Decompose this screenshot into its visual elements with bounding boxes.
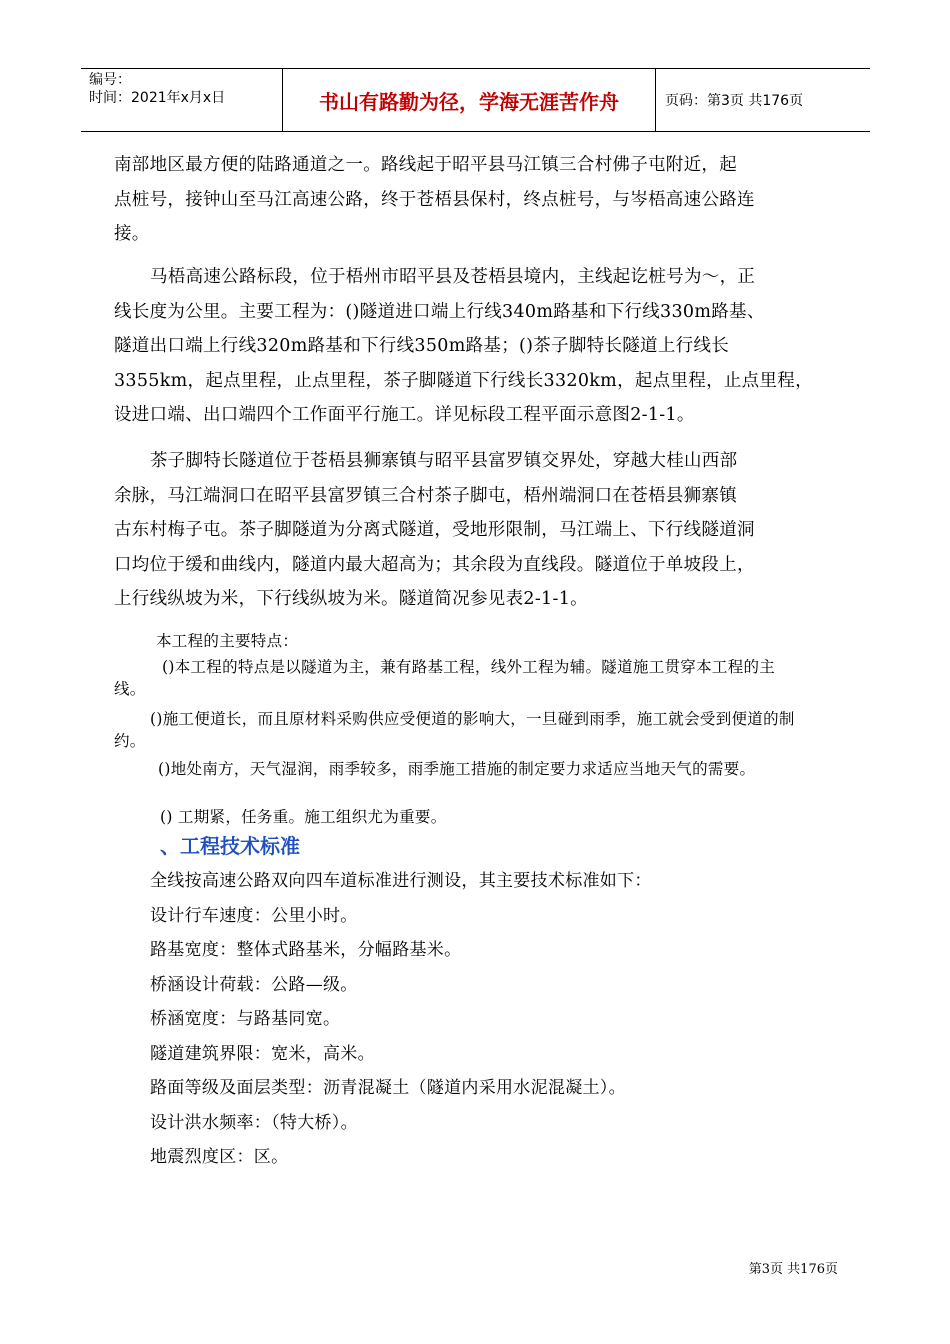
text-line: 余脉，马江端洞口在昭平县富罗镇三合村茶子脚屯，梧州端洞口在苍梧县狮寨镇 xyxy=(114,485,737,506)
header-page-info: 页码：第3页 共176页 xyxy=(665,93,804,109)
standard-item: 地震烈度区：区。 xyxy=(150,1147,289,1167)
standard-item: 设计洪水频率：（特大桥）。 xyxy=(150,1112,358,1133)
features-title: 本工程的主要特点： xyxy=(156,632,299,650)
header-divider xyxy=(655,69,656,131)
standard-item: 设计行车速度：公里小时。 xyxy=(150,905,358,926)
text-line: 隧道出口端上行线320m路基和下行线350m路基；()茶子脚特长隧道上行线长 xyxy=(114,336,730,356)
text-line: 南部地区最方便的陆路通道之一。路线起于昭平县马江镇三合村佛子屯附近，起 xyxy=(114,155,737,175)
feature-item-1 xyxy=(114,656,804,700)
feature-item-4: () 工期紧，任务重。施工组织尤为重要。 xyxy=(160,808,447,826)
header-motto: 书山有路勤为径，学海无涯苦作舟 xyxy=(319,89,619,114)
text-line: 上行线纵坡为米，下行线纵坡为米。隧道简况参见表2-1-1。 xyxy=(114,589,588,609)
standards-list xyxy=(150,864,652,1175)
text-line: 接。 xyxy=(114,224,150,244)
standard-item: 全线按高速公路双向四车道标准进行测设，其主要技术标准如下： xyxy=(150,871,652,891)
standard-item: 隧道建筑界限：宽米，高米。 xyxy=(150,1043,375,1064)
text-line: 点桩号，接钟山至马江高速公路，终于苍梧县保村，终点桩号，与岑梧高速公路连 xyxy=(114,189,755,210)
feature-text: ()本工程的特点是以隧道为主，兼有路基工程，线外工程为辅。隧道施工贯穿本工程的主线。 xyxy=(114,658,776,698)
feature-text: ()施工便道长，而且原材料采购供应受便道的影响大，一旦碰到雨季，施工就会受到便道的制约。 xyxy=(114,710,795,750)
text-line: 线长度为公里。主要工程为：()隧道进口端上行线340m路基和下行线330m路基、 xyxy=(114,301,765,322)
paragraph-2 xyxy=(114,260,842,433)
date-label: 时间：2021年x月x日 xyxy=(89,90,226,106)
section-heading: 、工程技术标准 xyxy=(160,834,300,858)
page-footer: 第3页 共176页 xyxy=(748,1262,838,1277)
standard-item: 路面等级及面层类型：沥青混凝土（隧道内采用水泥混凝土）。 xyxy=(150,1078,626,1098)
page-header xyxy=(81,68,870,132)
paragraph-3 xyxy=(114,444,842,617)
feature-item-3 xyxy=(114,758,804,780)
number-label: 编号： xyxy=(89,72,131,88)
feature-text: ()地处南方，天气湿润，雨季较多，雨季施工措施的制定要力求适应当地天气的需要。 xyxy=(158,760,756,778)
text-line: 古东村梅子屯。茶子脚隧道为分离式隧道，受地形限制，马江端上、下行线隧道洞 xyxy=(114,520,755,540)
standard-item: 桥涵宽度：与路基同宽。 xyxy=(150,1009,341,1029)
text-line: 马梧高速公路标段，位于梧州市昭平县及苍梧县境内，主线起讫桩号为～，正 xyxy=(150,267,756,287)
text-line: 3355km，起点里程，止点里程，茶子脚隧道下行线长3320km，起点里程，止点里程， xyxy=(114,370,813,391)
paragraph-1 xyxy=(114,148,842,252)
feature-item-2 xyxy=(114,708,804,752)
text-line: 口均位于缓和曲线内，隧道内最大超高为；其余段为直线段。隧道位于单坡段上， xyxy=(114,554,755,575)
text-line: 设进口端、出口端四个工作面平行施工。详见标段工程平面示意图2-1-1。 xyxy=(114,405,695,425)
text-line: 茶子脚特长隧道位于苍梧县狮寨镇与昭平县富罗镇交界处，穿越大桂山西部 xyxy=(150,451,738,471)
standard-item: 桥涵设计荷载：公路—级。 xyxy=(150,974,358,995)
standard-item: 路基宽度：整体式路基米，分幅路基米。 xyxy=(150,940,462,960)
header-left xyxy=(89,71,225,107)
